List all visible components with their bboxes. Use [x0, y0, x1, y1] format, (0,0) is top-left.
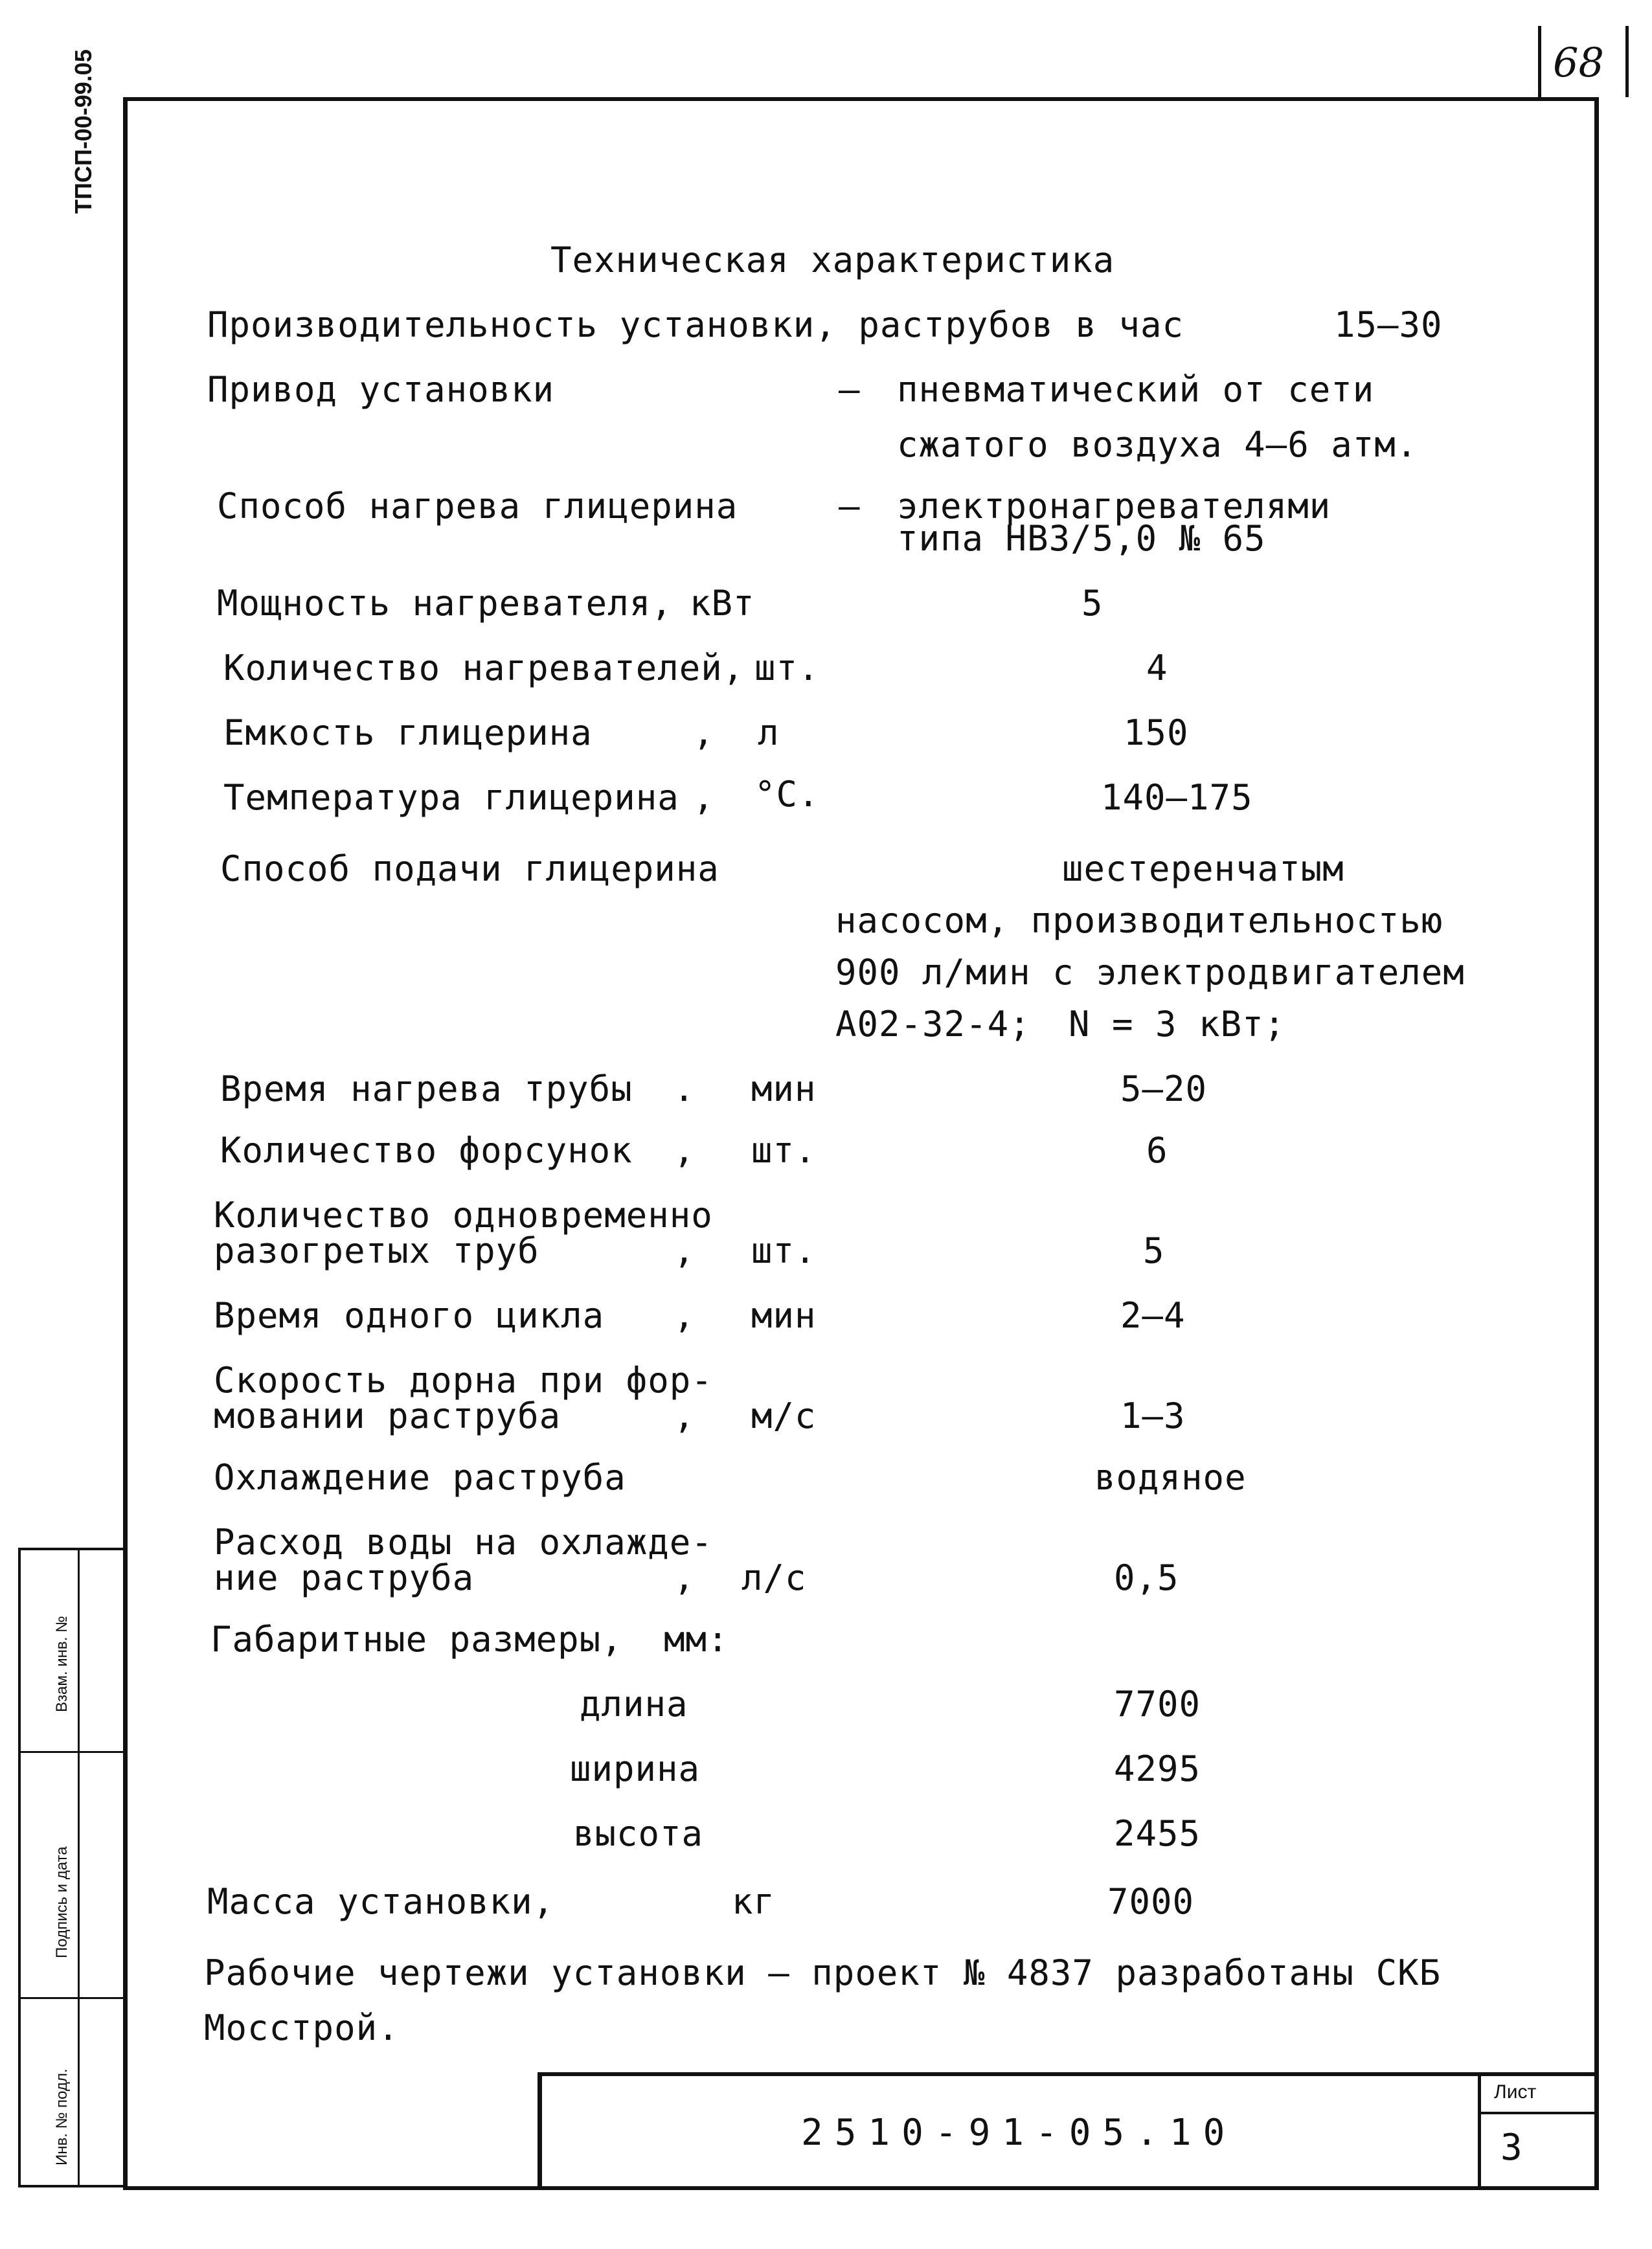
page-title: Техническая характеристика — [550, 240, 1115, 280]
title-block — [537, 2072, 1594, 2186]
glycerin-temp-unit: °С. — [754, 774, 820, 815]
heating-dash: – — [839, 486, 861, 526]
nozzle-count-value: 6 — [1146, 1130, 1168, 1171]
mandrel-speed-unit: м/с — [751, 1396, 817, 1436]
page-number-box — [1538, 26, 1629, 97]
heater-power-label: Мощность нагревателя, — [217, 583, 673, 624]
simultaneous-comma: , — [673, 1230, 696, 1271]
water-flow-label-1: Расход воды на охлажде- — [214, 1522, 713, 1563]
width-value: 4295 — [1114, 1748, 1201, 1789]
mass-value: 7000 — [1107, 1881, 1195, 1922]
water-flow-unit: л/с — [741, 1557, 807, 1598]
dimensions-unit: мм: — [664, 1619, 729, 1660]
water-flow-comma: , — [673, 1557, 696, 1598]
heater-count-label: Количество нагревателей, — [223, 648, 745, 688]
heater-count-unit: шт. — [754, 648, 820, 688]
sheet-value: 3 — [1500, 2127, 1522, 2169]
glycerin-temp-label: Температура глицерина — [223, 777, 679, 818]
footer-text-1: Рабочие чертежи установки – проект № 4837 разработаны СКБ — [204, 1952, 1442, 1993]
sidebar-label-inventory: Инв. № подл. — [53, 2068, 71, 2165]
width-label: ширина — [570, 1748, 701, 1789]
cycle-time-value: 2–4 — [1120, 1295, 1186, 1336]
height-label: высота — [573, 1813, 704, 1854]
sheet-label: Лист — [1494, 2081, 1537, 2103]
vertical-doc-code: ТПСП-00-99.05 — [70, 49, 96, 214]
drive-value-1: пневматический от сети — [897, 369, 1375, 410]
simultaneous-value: 5 — [1143, 1230, 1165, 1271]
glycerin-volume-label: Емкость глицерина — [223, 712, 593, 753]
dimensions-label: Габаритные размеры, — [210, 1619, 623, 1660]
simultaneous-label-2: разогретых труб — [214, 1230, 539, 1271]
cycle-time-unit: мин — [751, 1295, 817, 1336]
sheet-divider — [1481, 2112, 1598, 2114]
water-flow-value: 0,5 — [1114, 1557, 1179, 1598]
pipe-heat-sep: . — [673, 1068, 696, 1109]
glycerin-feed-value-2: насосом, производительностью — [835, 900, 1443, 941]
productivity-value: 15–30 — [1334, 304, 1443, 345]
length-label: длина — [580, 1684, 688, 1724]
glycerin-volume-value: 150 — [1124, 712, 1189, 753]
heating-label: Способ нагрева глицерина — [217, 486, 738, 526]
simultaneous-label-1: Количество одновременно — [214, 1195, 713, 1236]
cycle-time-comma: , — [673, 1295, 696, 1336]
glycerin-volume-comma: , — [693, 712, 715, 753]
doc-number: 2510-91-05.10 — [801, 2112, 1237, 2154]
cycle-time-label: Время одного цикла — [214, 1295, 605, 1336]
heating-value-2: типа НВЗ/5,0 № 65 — [897, 518, 1266, 559]
cooling-label: Охлаждение раструба — [214, 1457, 626, 1498]
sidebar-column-divider — [78, 1550, 80, 2185]
heater-power-value: 5 — [1081, 583, 1103, 624]
glycerin-temp-value: 140–175 — [1101, 777, 1253, 818]
simultaneous-unit: шт. — [751, 1230, 817, 1271]
glycerin-volume-unit: л — [758, 712, 780, 753]
pipe-heat-unit: мин — [751, 1068, 817, 1109]
pipe-heat-label: Время нагрева трубы — [220, 1068, 633, 1109]
glycerin-feed-label: Способ подачи глицерина — [220, 848, 719, 889]
heating-value-1: электронагревателями — [897, 486, 1331, 526]
sidebar-row-divider — [21, 1997, 126, 1999]
cooling-value: водяное — [1094, 1457, 1247, 1498]
heater-count-value: 4 — [1146, 648, 1168, 688]
water-flow-label-2: ние раструба — [214, 1557, 475, 1598]
glycerin-feed-value-5: N = 3 кВт; — [1069, 1004, 1286, 1045]
sidebar-row-divider — [21, 1751, 126, 1753]
mandrel-speed-value: 1–3 — [1120, 1396, 1186, 1436]
approval-sidebar — [18, 1548, 126, 2187]
glycerin-feed-value-1: шестеренчатым — [1062, 848, 1344, 889]
page-number: 68 — [1553, 39, 1604, 86]
footer-text-2: Мосстрой. — [204, 2007, 400, 2048]
sidebar-label-signature: Подпись и дата — [53, 1846, 71, 1958]
mass-label: Масса установки, — [207, 1881, 555, 1922]
glycerin-feed-value-3: 900 л/мин с электродвигателем — [835, 952, 1465, 993]
mandrel-speed-label-2: мовании раструба — [214, 1396, 561, 1436]
mandrel-speed-label-1: Скорость дорна при фор- — [214, 1360, 713, 1401]
drive-label: Привод установки — [207, 369, 555, 410]
mass-unit: кг — [732, 1881, 776, 1922]
mandrel-speed-comma: , — [673, 1396, 696, 1436]
nozzle-count-unit: шт. — [751, 1130, 817, 1171]
height-value: 2455 — [1114, 1813, 1201, 1854]
glycerin-temp-comma: , — [693, 777, 715, 818]
glycerin-feed-value-4: А02-32-4; — [835, 1004, 1031, 1045]
nozzle-count-label: Количество форсунок — [220, 1130, 633, 1171]
heater-power-unit: кВт — [690, 583, 755, 624]
drive-dash: – — [839, 369, 861, 410]
sidebar-label-replacement: Взам. инв. № — [53, 1616, 71, 1712]
nozzle-count-comma: , — [673, 1130, 696, 1171]
pipe-heat-value: 5–20 — [1120, 1068, 1208, 1109]
sheet-cell — [1478, 2076, 1598, 2186]
length-value: 7700 — [1114, 1684, 1201, 1724]
productivity-label: Производительность установки, раструбов в час — [207, 304, 1184, 345]
drive-value-2: сжатого воздуха 4–6 атм. — [897, 424, 1418, 465]
